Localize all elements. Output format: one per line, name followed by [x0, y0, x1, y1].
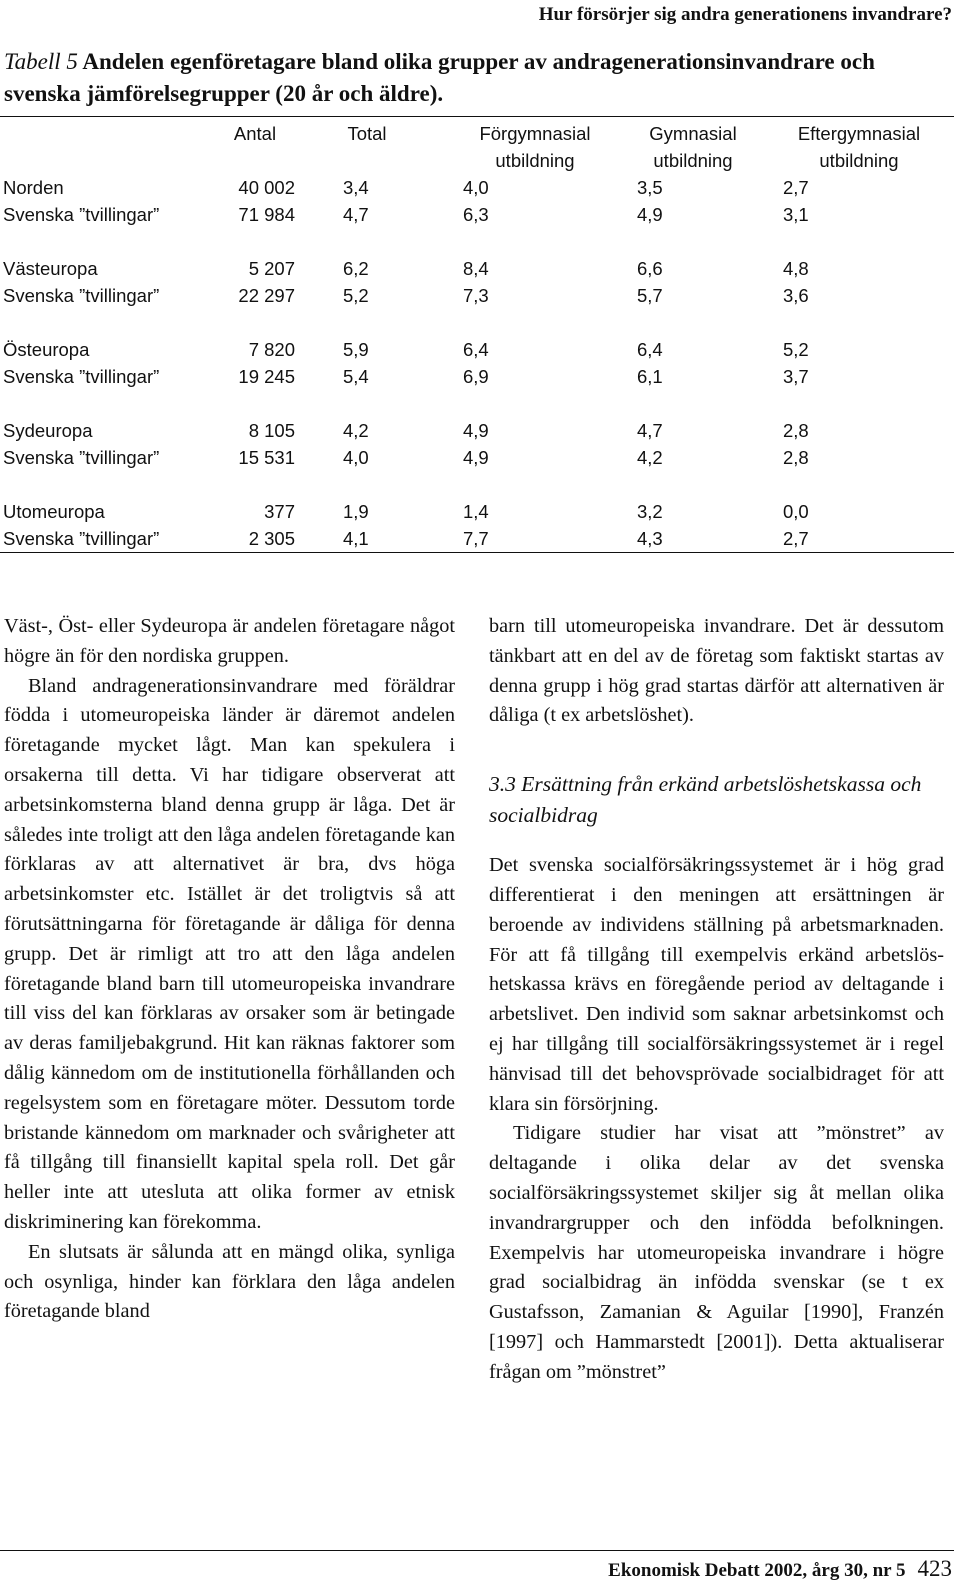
table-row [0, 363, 954, 390]
cell-total: 4,0 [343, 447, 369, 468]
row-label: Östeuropa [3, 339, 90, 360]
cell-antal: 7 820 [248, 339, 295, 360]
cell-eftergymnasial: 2,7 [783, 528, 809, 549]
body-paragraph: Väst-, Öst- eller Sydeuropa är andelen företagare något högre än för den nordiska gruppen. [4, 615, 455, 667]
table-row [0, 282, 954, 309]
cell-eftergymnasial: 2,8 [783, 420, 809, 441]
cell-gymnasial: 3,5 [637, 177, 663, 198]
cell-eftergymnasial: 3,1 [783, 204, 809, 225]
right-column [489, 612, 944, 1388]
row-label: Svenska ”tvillingar” [3, 447, 160, 468]
cell-gymnasial: 3,2 [637, 501, 663, 522]
body-paragraph: Bland andragenerationsinvandrare med föräldrar födda i utomeuropeiska länder är däremot andelen företagande mycket lågt. Man kan spekulera i orsakerna till detta. Vi har tidigare observerat att arbetsinkomsterna bland denna grupp är låga. Det är således inte troligt att den låga andelen företagande kan förklaras av att alternativet är bra, dvs höga arbetsinkomster etc. Istället är det troligtvis så att förutsättningarna för företagande är dåliga för denna grupp. Det är rimligt att tro att den låga andelen företagande bland barn till utomeuropeiska invandrare till viss del kan förklaras av orsaker som är betingade av deras familjebakgrund. Hit kan räknas faktorer som dålig kännedom om de institutionella förhållanden och regelsystem som en företagare möter. Dessutom torde bristande kännedom om marknader och svårigheter att få tillgång till finansiellt kapital spela roll. Det går heller inte att utesluta att olika former av etnisk diskriminering kan förekomma. [4, 674, 455, 1233]
left-column [4, 612, 455, 1327]
cell-eftergymnasial: 3,7 [783, 366, 809, 387]
cell-antal: 5 207 [248, 258, 295, 279]
table-top-rule [0, 116, 954, 117]
cell-forgymnasial: 6,9 [463, 366, 489, 387]
section-heading: 3.3 Ersättning från erkänd arbetslöshetskassa och socialbidrag [489, 772, 922, 828]
table-row [0, 174, 954, 201]
column-header: Antal [233, 123, 277, 144]
page-number: 423 [917, 1556, 952, 1581]
cell-gymnasial: 6,4 [637, 339, 663, 360]
cell-antal: 15 531 [238, 447, 295, 468]
cell-total: 5,2 [343, 285, 369, 306]
cell-total: 5,4 [343, 366, 369, 387]
cell-gymnasial: 5,7 [637, 285, 663, 306]
table-caption-label: Tabell 5 [4, 49, 78, 74]
table-group [0, 498, 954, 552]
table-row [0, 498, 954, 525]
table-row [0, 201, 954, 228]
cell-gymnasial: 6,6 [637, 258, 663, 279]
column-header: Förgymnasial utbildning [479, 123, 591, 171]
table-row [0, 444, 954, 471]
cell-forgymnasial: 4,9 [463, 420, 489, 441]
cell-gymnasial: 4,9 [637, 204, 663, 225]
cell-total: 4,7 [343, 204, 369, 225]
cell-antal: 22 297 [238, 285, 295, 306]
cell-eftergymnasial: 5,2 [783, 339, 809, 360]
table-group [0, 255, 954, 309]
row-label: Svenska ”tvillingar” [3, 528, 160, 549]
column-header: Total [347, 123, 387, 144]
journal-name: Ekonomisk Debatt 2002, årg 30, nr 5 [608, 1560, 906, 1581]
cell-antal: 19 245 [238, 366, 295, 387]
cell-eftergymnasial: 2,7 [783, 177, 809, 198]
cell-antal: 377 [264, 501, 295, 522]
cell-total: 6,2 [343, 258, 369, 279]
table-group [0, 336, 954, 390]
column-header: Eftergymnasial utbildning [797, 123, 921, 171]
body-paragraph: Det svenska socialförsäkringssystemet är i hög grad differentierat i den meningen att ersättningen är beroende av individens ställning på arbetsmarknaden. För att få tillgång till exempelvis erkänd arbetslöshetskassa krävs en föregående period av deltagande i arbetslivet. Den individ som saknar arbetsinkomst och ej har tillgång till socialförsäkringssystemet är i regel hänvisad till det behovsprövade socialbidraget för att klara sin försörjning. [489, 854, 944, 1115]
table-header [0, 118, 954, 174]
cell-forgymnasial: 1,4 [463, 501, 489, 522]
cell-gymnasial: 6,1 [637, 366, 663, 387]
cell-forgymnasial: 6,4 [463, 339, 489, 360]
body-paragraph: Tidigare studier har visat att ”mönstret” av deltagande i olika delar av det svenska socialförsäkringssystemet skiljer sig åt mellan olika invandrargrupper och den infödda befolkningen. Exempelvis har utomeuropeiska invandrare i högre grad socialbidrag än infödda svenskar (se t ex Gustafsson, Zamanian & Aguilar [1990], Franzén [1997] och Hammarstedt [2001]). Detta aktualiserar frågan om ”mönstret” [489, 1122, 944, 1383]
page-footer [608, 1556, 952, 1582]
cell-eftergymnasial: 2,8 [783, 447, 809, 468]
cell-gymnasial: 4,3 [637, 528, 663, 549]
cell-forgymnasial: 7,7 [463, 528, 489, 549]
cell-total: 4,1 [343, 528, 369, 549]
table-caption-text: Andelen egenföretagare bland olika grupper av andragenerationsinvandrare och svenska jämförelsegrupper (20 år och äldre). [4, 49, 875, 106]
table-row [0, 417, 954, 444]
table-bottom-rule [0, 552, 954, 553]
cell-total: 3,4 [343, 177, 369, 198]
row-label: Svenska ”tvillingar” [3, 285, 160, 306]
body-paragraph: barn till utomeuropeiska invandrare. Det är dessutom tänkbart att en del av de företag som faktiskt startas av denna grupp i hög grad startas därför att alternativen är dåliga (t ex arbetslöshet). [489, 615, 944, 727]
row-label: Svenska ”tvillingar” [3, 366, 160, 387]
cell-forgymnasial: 4,9 [463, 447, 489, 468]
cell-forgymnasial: 6,3 [463, 204, 489, 225]
column-header: Gymnasial utbildning [649, 123, 737, 171]
cell-total: 4,2 [343, 420, 369, 441]
cell-total: 5,9 [343, 339, 369, 360]
cell-eftergymnasial: 4,8 [783, 258, 809, 279]
cell-antal: 8 105 [248, 420, 295, 441]
cell-antal: 71 984 [238, 204, 295, 225]
cell-eftergymnasial: 0,0 [783, 501, 809, 522]
body-paragraph: En slutsats är sålunda att en mängd olika, synliga och osynliga, hinder kan förklara den låga andelen företagande bland [4, 1240, 455, 1323]
table-group [0, 174, 954, 228]
running-head: Hur försörjer sig andra generationens invandrare? [538, 4, 952, 25]
row-label: Norden [3, 177, 64, 198]
footer-rule [0, 1550, 954, 1551]
row-label: Svenska ”tvillingar” [3, 204, 160, 225]
cell-forgymnasial: 4,0 [463, 177, 489, 198]
cell-gymnasial: 4,2 [637, 447, 663, 468]
row-label: Utomeuropa [3, 501, 105, 522]
row-label: Sydeuropa [3, 420, 93, 441]
data-table [0, 118, 954, 552]
table-row [0, 336, 954, 363]
cell-antal: 40 002 [238, 177, 295, 198]
row-label: Västeuropa [3, 258, 98, 279]
table-group [0, 417, 954, 471]
cell-gymnasial: 4,7 [637, 420, 663, 441]
cell-forgymnasial: 7,3 [463, 285, 489, 306]
cell-forgymnasial: 8,4 [463, 258, 489, 279]
cell-eftergymnasial: 3,6 [783, 285, 809, 306]
cell-total: 1,9 [343, 501, 369, 522]
table-row [0, 525, 954, 552]
cell-antal: 2 305 [248, 528, 295, 549]
table-caption [4, 46, 952, 110]
table-body [0, 174, 954, 552]
table-row [0, 255, 954, 282]
